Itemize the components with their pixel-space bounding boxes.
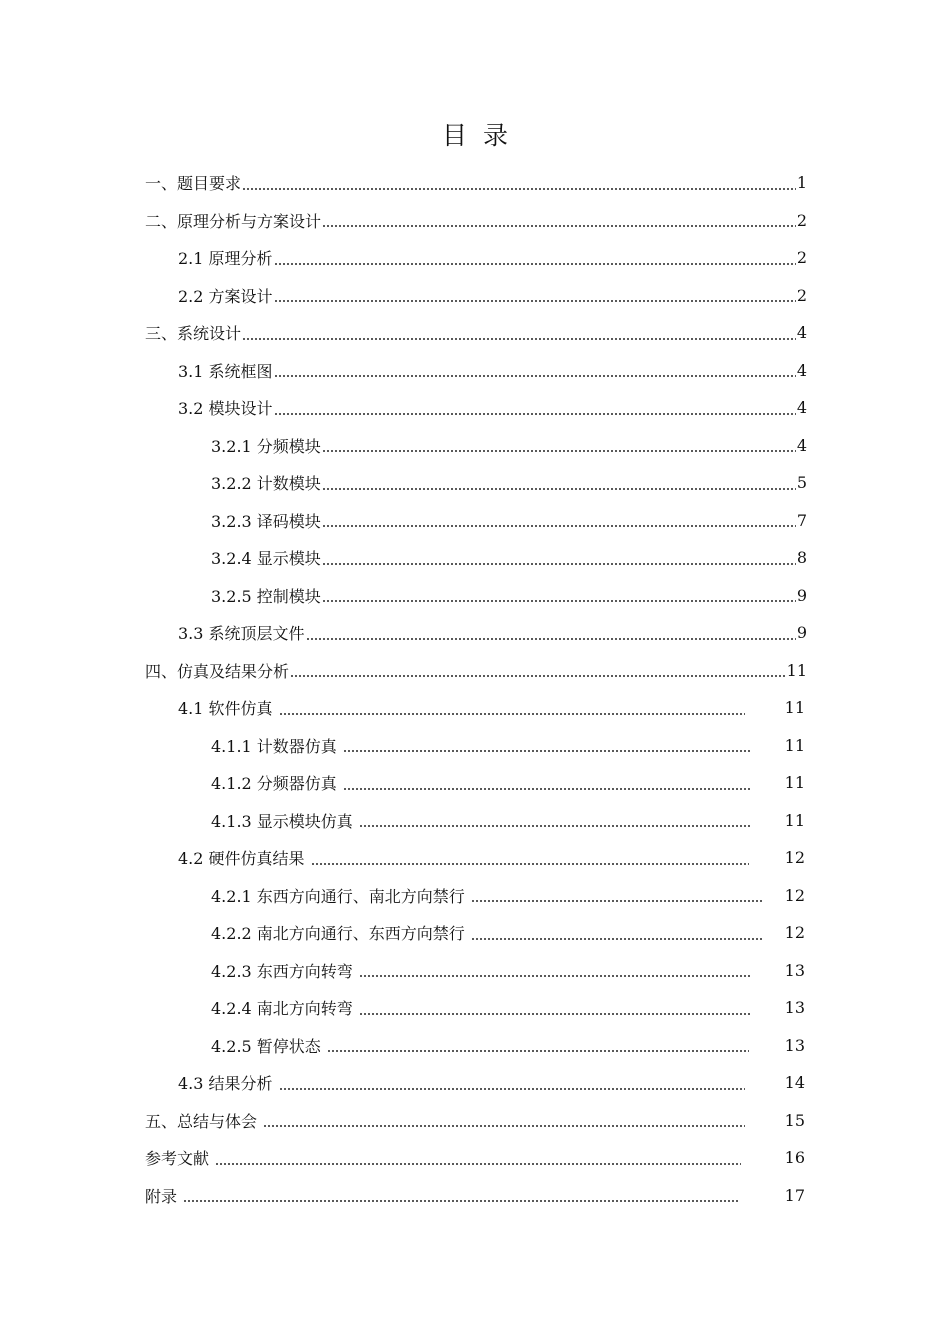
toc-entry-page-number: 14 [784,1073,805,1093]
dot-leader [343,740,751,756]
toc-entry[interactable] [145,202,807,240]
dot-leader [274,290,796,306]
toc-entry[interactable] [145,389,807,427]
toc-entry-page-number: 12 [784,848,805,868]
toc-entry-label: 2.1 原理分析 [178,249,273,269]
page-title [0,116,950,152]
dot-leader [279,703,745,719]
toc-entry-page-number: 13 [784,1035,805,1055]
toc-entry-label: 3.3 系统顶层文件 [178,624,305,644]
toc-entry-label: 五、总结与体会 [145,1111,258,1131]
dot-leader [343,778,751,794]
toc-entry-page-number: 13 [784,998,805,1018]
toc-entry-label: 4.2.5 暂停状态 [211,1036,321,1056]
dot-leader [322,478,796,494]
toc-entry[interactable] [145,164,807,202]
toc-entry-page-number: 5 [796,473,807,493]
dot-leader [471,890,763,906]
dot-leader [471,928,763,944]
toc-entry[interactable] [145,1064,807,1102]
toc-entry-label: 一、题目要求 [145,174,242,194]
toc-entry[interactable] [145,314,807,352]
toc-entry-label: 四、仿真及结果分析 [145,661,290,681]
toc-entry-page-number: 1 [796,173,807,193]
title-char-1: 目 [441,121,467,150]
toc-entry-page-number: 11 [786,660,807,680]
toc-entry[interactable] [145,1027,807,1065]
dot-leader [306,628,796,644]
dot-leader [279,1078,745,1094]
toc-entry-label: 4.2.2 南北方向通行、东西方向禁行 [211,924,465,944]
toc-entry[interactable] [145,877,807,915]
dot-leader [359,965,752,981]
toc-entry[interactable] [145,427,807,465]
toc-entry-label: 3.2.1 分频模块 [211,436,321,456]
toc-entry-page-number: 15 [784,1110,805,1130]
toc-entry-page-number: 12 [784,885,805,905]
toc-entry[interactable] [145,989,807,1027]
toc-entry[interactable] [145,352,807,390]
toc-entry[interactable] [145,502,807,540]
toc-entry-label: 二、原理分析与方案设计 [145,211,322,231]
toc-entry[interactable] [145,952,807,990]
toc-entry-label: 3.1 系统框图 [178,361,273,381]
toc-entry-label: 附录 [145,1186,178,1206]
dot-leader [274,365,796,381]
toc-entry-label: 4.2.1 东西方向通行、南北方向禁行 [211,886,465,906]
dot-leader [242,328,796,344]
toc-entry[interactable] [145,914,807,952]
toc-entry-page-number: 11 [784,735,805,755]
toc-entry-label: 3.2.2 计数模块 [211,474,321,494]
toc-entry-label: 4.1 软件仿真 [178,699,273,719]
dot-leader [242,178,796,194]
toc-entry-label: 4.1.1 计数器仿真 [211,736,337,756]
toc-list [145,164,807,1214]
toc-entry-page-number: 4 [796,323,807,343]
toc-entry[interactable] [145,464,807,502]
toc-entry[interactable] [145,839,807,877]
toc-entry-page-number: 2 [796,285,807,305]
dot-leader [322,215,796,231]
toc-entry[interactable] [145,277,807,315]
toc-entry-label: 3.2.5 控制模块 [211,586,321,606]
dot-leader [322,590,796,606]
dot-leader [311,853,749,869]
toc-entry-page-number: 4 [796,360,807,380]
toc-entry[interactable] [145,614,807,652]
dot-leader [263,1115,745,1131]
toc-entry-label: 4.1.2 分频器仿真 [211,774,337,794]
dot-leader [327,1040,749,1056]
dot-leader [322,440,796,456]
toc-entry[interactable] [145,1177,807,1215]
dot-leader [290,665,786,681]
toc-entry[interactable] [145,239,807,277]
toc-entry-page-number: 2 [796,248,807,268]
toc-entry-page-number: 16 [784,1148,805,1168]
toc-entry-page-number: 13 [784,960,805,980]
toc-entry[interactable] [145,1102,807,1140]
toc-entry[interactable] [145,652,807,690]
toc-entry[interactable] [145,689,807,727]
toc-entry-label: 4.1.3 显示模块仿真 [211,811,353,831]
toc-entry-label: 参考文献 [145,1149,210,1169]
toc-entry[interactable] [145,727,807,765]
toc-entry-page-number: 9 [796,623,807,643]
toc-entry-page-number: 9 [796,585,807,605]
toc-entry-label: 4.3 结果分析 [178,1074,273,1094]
dot-leader [274,403,796,419]
toc-entry[interactable] [145,577,807,615]
dot-leader [183,1190,738,1206]
toc-entry-page-number: 7 [796,510,807,530]
toc-entry-label: 3.2 模块设计 [178,399,273,419]
title-char-2: 录 [483,121,509,150]
toc-entry-label: 3.2.3 译码模块 [211,511,321,531]
toc-entry-page-number: 11 [784,698,805,718]
dot-leader [359,815,752,831]
dot-leader [322,553,796,569]
toc-entry[interactable] [145,764,807,802]
toc-entry-label: 3.2.4 显示模块 [211,549,321,569]
toc-entry-label: 4.2.3 东西方向转弯 [211,961,353,981]
toc-entry-page-number: 8 [796,548,807,568]
toc-entry-label: 4.2 硬件仿真结果 [178,849,305,869]
toc-entry-page-number: 12 [784,923,805,943]
toc-entry-page-number: 2 [796,210,807,230]
dot-leader [215,1153,741,1169]
toc-entry-label: 2.2 方案设计 [178,286,273,306]
toc-entry[interactable] [145,1139,807,1177]
toc-entry-label: 三、系统设计 [145,324,242,344]
toc-entry[interactable] [145,802,807,840]
toc-entry-page-number: 4 [796,398,807,418]
toc-entry-page-number: 4 [796,435,807,455]
toc-entry[interactable] [145,539,807,577]
toc-entry-page-number: 17 [784,1185,805,1205]
toc-entry-page-number: 11 [784,810,805,830]
dot-leader [322,515,796,531]
dot-leader [274,253,796,269]
toc-entry-label: 4.2.4 南北方向转弯 [211,999,353,1019]
toc-entry-page-number: 11 [784,773,805,793]
dot-leader [359,1003,752,1019]
